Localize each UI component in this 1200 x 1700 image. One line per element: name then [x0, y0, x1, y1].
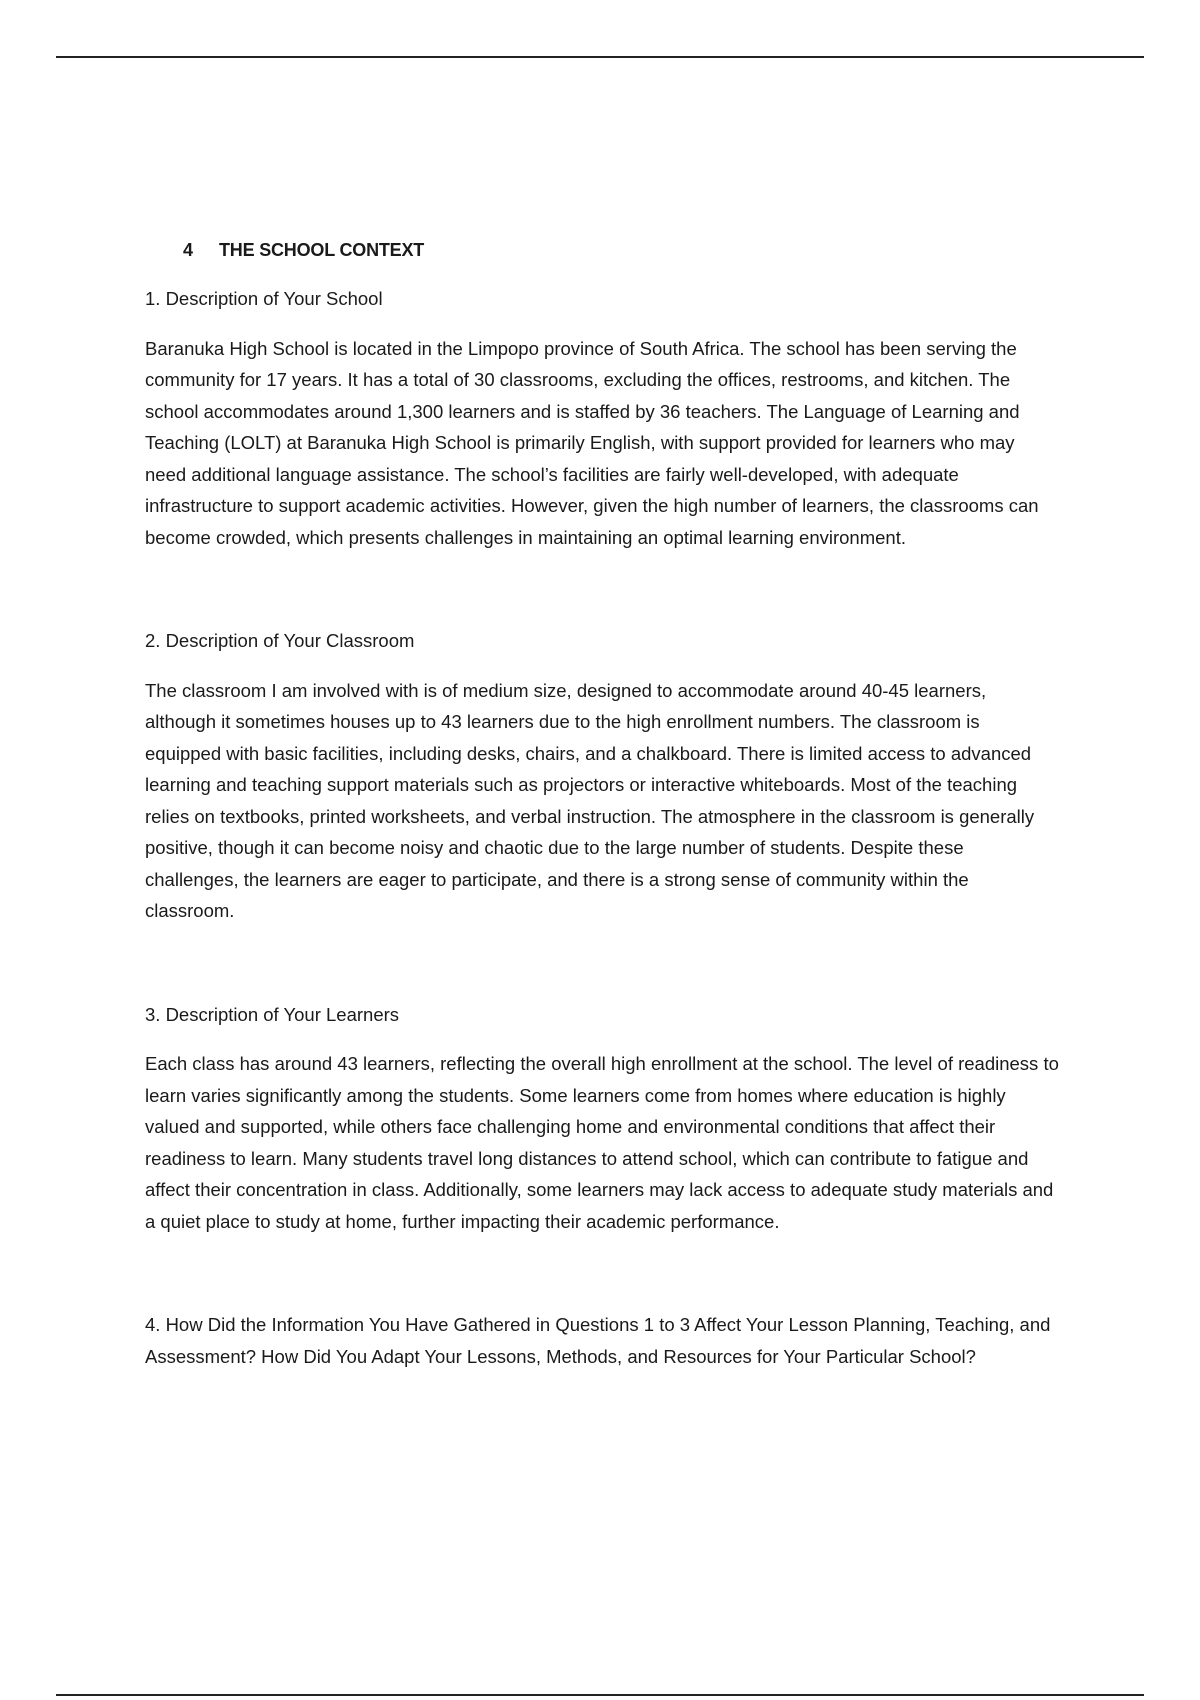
subsection-paragraph: Baranuka High School is located in the Limpopo province of South Africa. The school has been serving the community for 17 years. It has a total of 30 classrooms, excluding the offices, restrooms, and kitchen. The school accommodates around 1,300 learners and is staffed by 36 teachers. The Language of Learning and Teaching (LOLT) at Baranuka High School is primarily English, with support provided for learners who may need additional language assistance. The school’s facilities are fairly well-developed, with adequate infrastructure to support academic activities. However, given the high number of learners, the classrooms can become crowded, which presents challenges in maintaining an optimal learning environment.	[145, 337, 1039, 548]
subsection-heading: 1. Description of Your School	[145, 288, 383, 309]
section-heading	[183, 240, 1060, 261]
top-rule	[56, 56, 1144, 58]
subsection-paragraph: The classroom I am involved with is of medium size, designed to accommodate around 40-45 learners, although it sometimes houses up to 43 learners due to the high enrollment numbers. The classroom is equipped with basic facilities, including desks, chairs, and a chalkboard. There is limited access to advanced learning and teaching support materials such as projectors or interactive whiteboards. Most of the teaching relies on textbooks, printed worksheets, and verbal instruction. The atmosphere in the classroom is generally positive, though it can become noisy and chaotic due to the large number of students. Despite these challenges, the learners are eager to participate, and there is a strong sense of community within the classroom.	[145, 679, 1035, 921]
subsection-heading: 3. Description of Your Learners	[145, 1003, 400, 1025]
subsection-heading: 2. Description of Your Classroom	[145, 630, 415, 651]
subsection-paragraph: Each class has around 43 learners, reflecting the overall high enrollment at the school. The level of readiness to learn varies significantly among the students. Some learners come from homes where education is highly valued and supported, while others face challenging home and environmental conditions that affect their readiness to learn. Many students travel long distances to attend school, which can contribute to fatigue and affect their concentration in class. Additionally, some learners may lack access to adequate study materials and a quiet place to study at home, further impacting their academic performance.	[145, 1053, 1059, 1232]
bottom-rule	[56, 1694, 1144, 1696]
section-title: THE SCHOOL CONTEXT	[219, 240, 425, 260]
question-4-heading: 4. How Did the Information You Have Gathered in Questions 1 to 3 Affect Your Lesson Planning, Teaching, and Assessment? How Did You Adapt Your Lessons, Methods, and Resources for Your Particular School?	[145, 1314, 1051, 1367]
document-body	[145, 240, 1060, 1372]
subsection-learners	[145, 999, 1060, 1238]
subsection-school	[145, 283, 1060, 553]
section-number: 4	[183, 240, 193, 260]
subsection-classroom	[145, 625, 1060, 927]
